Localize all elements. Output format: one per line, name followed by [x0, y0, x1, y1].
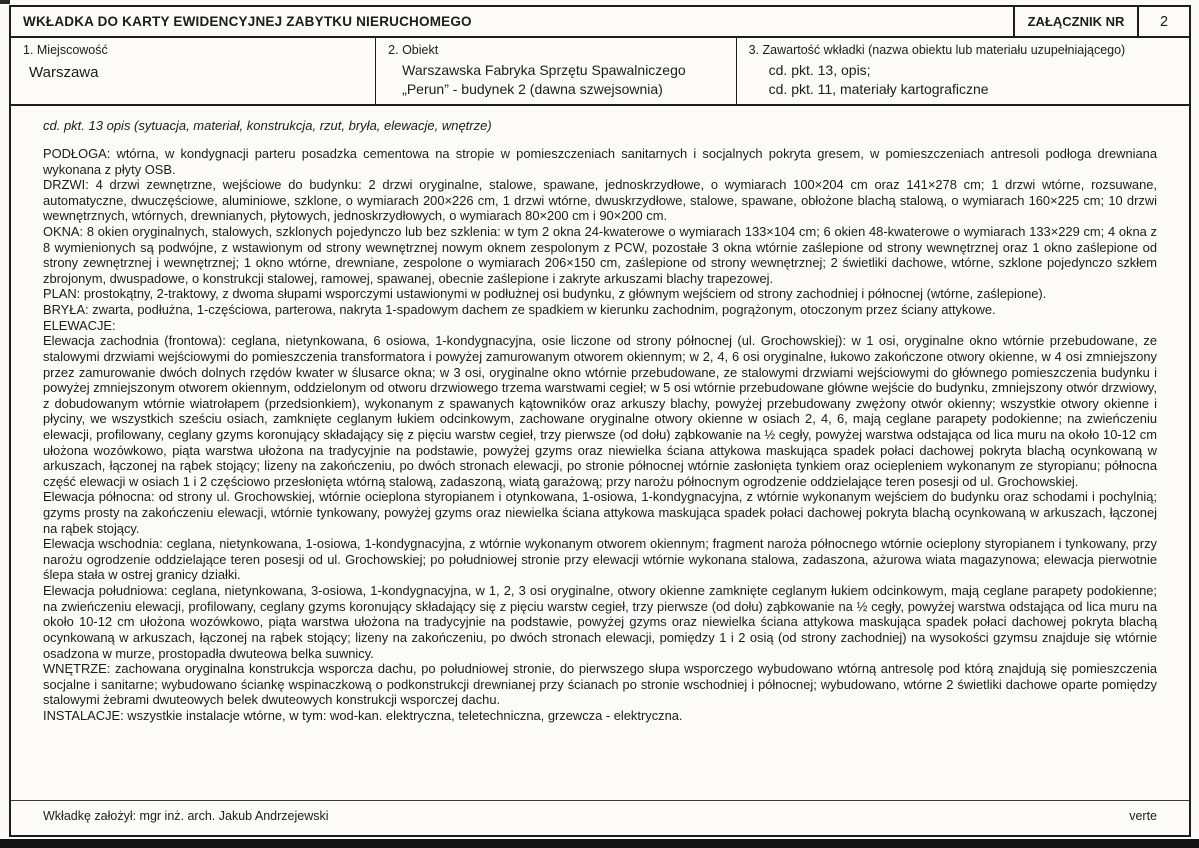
page-title: WKŁADKA DO KARTY EWIDENCYJNEJ ZABYTKU NIERUCHOMEGO	[23, 14, 472, 29]
attachment-number: 2	[1137, 7, 1189, 36]
field-object-value-line1: Warszawska Fabryka Sprzętu Spawalniczego	[402, 62, 686, 78]
paragraph-okna: OKNA: 8 okien oryginalnych, stalowych, szklonych pojedynczo lub bez szklenia: w tym 2 okna 24-kwaterowe o wymiarach 133×104 cm; 6 okien 48-kwaterowe o wymiarach 133×229 cm; 4 okna z 8 wymienionych są podwójne, z wstawionym od strony wewnętrznej nowym oknem zespolonym z PCW, pozostałe 3 okna wtórnie zaślepione od strony wewnętrznej oraz 1 okno zaślepione od strony zewnętrznej i wewnętrznej; 1 okno wtórne, drewniane, zespolone o wymiarach 206×150 cm, zaślepione od strony wewnętrznej; 2 świetliki dachowe, wtórne, szklone pojedynczo szkłem zbrojonym, dwuspadowe, o konstrukcji stalowej, ramowej, spawanej, obecnie zaślepione i zakryte arkuszami blachy trapezowej.	[43, 224, 1157, 286]
footer-author: Wkładkę założył: mgr inż. arch. Jakub Andrzejewski	[43, 809, 329, 823]
field-locality-value: Warszawa	[29, 64, 99, 81]
heading-elewacje: ELEWACJE:	[43, 317, 116, 333]
footer	[11, 800, 1189, 835]
scan-artifact-bottom-edge	[0, 839, 1199, 848]
field-object	[376, 38, 736, 104]
paragraph-bryla: BRYŁA: zwarta, podłużna, 1-częściowa, parterowa, nakryta 1-spadowym dachem ze spadkiem w kierunku zachodnim, pogrążonym, otoczonym przez ściany attykowe.	[43, 302, 996, 318]
attachment-label: ZAŁĄCZNIK NR	[1013, 7, 1137, 36]
header-row	[11, 7, 1189, 38]
field-locality	[11, 38, 376, 104]
record-card	[9, 5, 1191, 837]
field-contents-label: 3. Zawartość wkładki (nazwa obiektu lub materiału uzupełniającego)	[748, 43, 1126, 57]
field-contents	[737, 38, 1189, 104]
paragraph-podloga: PODŁOGA: wtórna, w kondygnacji parteru posadzka cementowa na stropie w pomieszczeniach sanitarnych i socjalnych pokryta gresem, w pomieszczeniach antresoli podłoga drewniana wykonana z płyty OSB.	[43, 146, 1157, 177]
field-object-value-line2: „Perun” - budynek 2 (dawna szwejsownia)	[402, 80, 663, 97]
paragraph-instalacje: INSTALACJE: wszystkie instalacje wtórne, w tym: wod-kan. elektryczna, teletechniczna, grzewcza - elektryczna.	[43, 707, 683, 723]
paragraph-elewacja-zachodnia: Elewacja zachodnia (frontowa): ceglana, nietynkowana, 6 osiowa, 1-kondygnacyjna, osie liczone od strony północnej (ul. Grochowskiej): w 1 osi, oryginalne okno wtórnie przebudowane, ze stalowymi drzwiami wejściowymi do pomieszczenia transformatora i powyżej zamurowanym otworem okiennym; w 2, 4, 6 osi oryginalne, łukowo zakończone otwory okienne, w 4 osi zmniejszony przez zamurowanie dwóch dolnych rzędów kwater w ślusarce okna; w 3 osi, oryginalne okno wtórnie przebudowane, ze stalowymi drzwiami wejściowymi do głównego pomieszczenia budynku i powyżej zmniejszonym otworem okiennym, oddzielonym od otworu drzwiowego trzema warstwami cegieł; w 5 osi wtórnie przebudowane główne wejście do budynku, zmniejszony otwór drzwiowy, z dobudowanym wtórnie wiatrołapem (przedsionkiem), wykonanym z spawanych kątowników oraz arkuszy blachy, powyżej przebudowany zwężony otwór okienny; wszystkie otwory okienne i płyciny, we wszystkich sześciu osiach, zamknięte ceglanym łukiem odcinkowym, zachowane oryginalne otwory okienne w osiach 2, 4, 6, mają ceglane parapety podokienne; na zwieńczeniu elewacji, profilowany, ceglany gzyms koronujący składający się z pięciu warstw cegieł, trzy pierwsze (od dołu) ząbkowanie na ½ cegły, powyżej warstwa odstająca od lica muru na około 10-12 cm ułożona wozówkowo, piąta warstwa ułożona na tradycyjnie na podstawie, powyżej gzyms oraz niewielka ściana attykowa maskująca spadek połaci dachowej pokryta blachą ocynkowaną w arkuszach, łączonej na rąbek stojący; lizeny na zakończeniu, po dwóch stronach elewacji, po stronie północnej wtórnie zasłonięta tynkiem oraz ociepleniem wykonanym ze styropianu; północna część elewacji w osiach 1 i 2 częściowo przesłonięta wtórną stalową, zadaszoną, wiatą garażową; przy narożu północnym ogrodzenie oddzielające teren posesji od ul. Grochowskiej.	[43, 333, 1157, 489]
paragraph-elewacja-polnocna: Elewacja północna: od strony ul. Grochowskiej, wtórnie ocieplona styropianem i otynkowana, 1-osiowa, 1-kondygnacyjna, z wtórnie wykonanym wejściem do budynku oraz schodami i pochylnią; gzyms prosty na zakończeniu elewacji, wtórnie tynkowany, powyżej gzyms oraz niewielka ściana attykowa maskująca spadek połaci dachowej pokryta blachą ocynkowaną w arkuszach, łączonej na rąbek stojący.	[43, 489, 1157, 536]
paragraph-elewacja-poludniowa: Elewacja południowa: ceglana, nietynkowana, 3-osiowa, 1-kondygnacyjna, w 1, 2, 3 osi oryginalne, otwory okienne zamknięte ceglanym łukiem odcinkowym, mają ceglane parapety podokienne; na zwieńczeniu elewacji, profilowany, ceglany gzyms koronujący składający się z pięciu warstw cegieł, trzy pierwsze (od dołu) ząbkowanie na ½ cegły, powyżej warstwa odstająca od lica muru na około 10-12 cm ułożona wozówkowo, piąta warstwa ułożona na tradycyjnie na podstawie, powyżej gzyms oraz niewielka ściana attykowa maskująca spadek połaci dachowej pokryta blachą ocynkowaną w arkuszach, łączonej na rąbek stojący; lizeny na zakończeniu, po dwóch stronach elewacji, pomiędzy 1 i 2 osią (od strony zachodniej) na wysokości gzymsu znajduje się wtórnie osadzona w murze, prostopadła dwuteowa belka suwnicy.	[43, 583, 1157, 661]
field-object-label: 2. Obiekt	[388, 43, 439, 57]
field-contents-value	[769, 61, 1179, 99]
scan-artifact-corner	[0, 0, 10, 4]
paragraph-elewacja-wschodnia: Elewacja wschodnia: ceglana, nietynkowana, 1-osiowa, 1-kondygnacyjna, z wtórnie wykonanym otworem okiennym; fragment naroża północnego wtórnie ocieplony styropianem i tynkowany, przy narożu ogrodzenie oddzielające teren posesji od ul. Grochowskiej; po południowej stronie przy elewacji wtórnie wykonana stalowa, zadaszona, ażurowa wiata magazynowa; elewacja pierwotnie ślepa stała w ostrej granicy działki.	[43, 536, 1157, 583]
paragraph-wnetrze: WNĘTRZE: zachowana oryginalna konstrukcja wsporcza dachu, po południowej stronie, do pierwszego słupa wsporczego wybudowano wtórną antresolę pod którą znajdują się pomieszczenia socjalne i sanitarne; wybudowano ściankę wspinaczkową o podkonstrukcji drewnianej przy ścianach po stronie wschodniej i północnej; wybudowano, wtórne 2 świetliki dachowe oparte pomiędzy stalowymi żebrami dwuteowych belek dwuteowych konstrukcji wsporczej dachu.	[43, 661, 1157, 708]
field-contents-value-line1: cd. pkt. 13, opis;	[768, 62, 871, 78]
field-object-value	[402, 61, 725, 99]
intro-line: cd. pkt. 13 opis (sytuacja, materiał, konstrukcja, rzut, bryła, elewacje, wnętrze)	[43, 118, 492, 133]
paragraph-plan: PLAN: prostokątny, 2-traktowy, z dwoma słupami wsporczymi ustawionymi w podłużnej osi budynku, z głównym wejściem od strony zachodniej i północnej (wtórne, zaślepione).	[43, 286, 1047, 302]
paragraph-drzwi: DRZWI: 4 drzwi zewnętrzne, wejściowe do budynku: 2 drzwi oryginalne, stalowe, spawane, jednoskrzydłowe, o wymiarach 100×204 cm oraz 141×278 cm; 1 drzwi wtórne, rozsuwane, automatyczne, dwuczęściowe, aluminiowe, szklone, o wymiarach 200×226 cm, 1 drzwi wtórne, dwuskrzydłowe, stalowe, spawane, obłożone blachą stalową, o wymiarach 160×225 cm; 10 drzwi wewnętrznych, wtórnych, drewnianych, płytowych, jednoskrzydłowych, o wymiarach 80×200 cm i 90×200 cm.	[43, 177, 1157, 224]
description-body	[11, 106, 1189, 800]
footer-verte: verte	[1129, 809, 1157, 823]
field-contents-value-line2: cd. pkt. 11, materiały kartograficzne	[768, 80, 989, 97]
fields-row	[11, 38, 1189, 106]
field-locality-label: 1. Miejscowość	[23, 43, 108, 57]
